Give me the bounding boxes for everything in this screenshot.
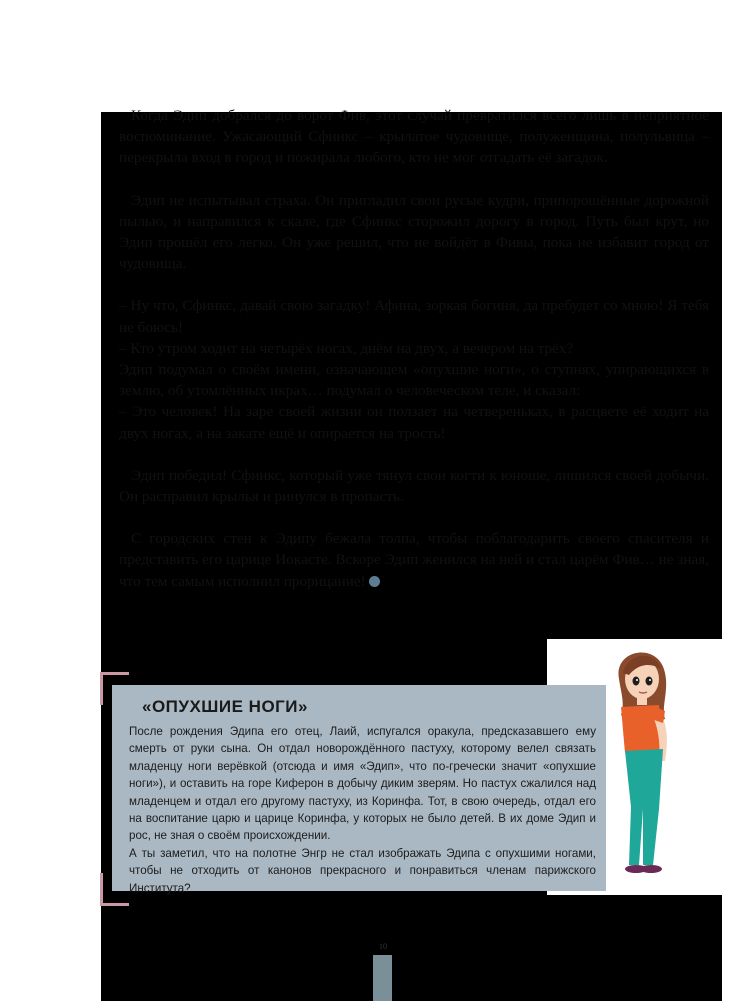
story-text (119, 105, 709, 613)
page-number: 10 (379, 942, 387, 951)
info-box (112, 685, 606, 895)
page-tab (373, 955, 392, 1001)
redaction-block-bottom (101, 895, 722, 1001)
dialogue-line: – Кто утром ходит на четырёх ногах, днём на двух, а вечером на трёх? (119, 339, 574, 357)
info-box-paragraph: После рождения Эдипа его отец, Лаий, испугался оракула, предсказавшего ему смерть от руки сына. Он отдал новорождённого пастуху, которому велел связать младенцу ноги верёвкой (отсюда и имя «Эдип», что по-гречески значит «опухшие ноги»), и оставить на горе Киферон в добычу диким зверям. Но пастух сжалился над младенцем и отдал его другому пастуху, из Коринфа. Тот, в свою очередь, отдал его на воспитание царю и царице Коринфа, у которых не было детей. В их доме Эдип и рос, не зная о своём происхождении. (129, 725, 596, 843)
story-paragraph: Когда Эдип добрался до ворот Фив, этот случай превратился всего лишь в неприятное воспоминание. Ужасающий Сфинкс – крылатое чудовище, полуженщина, полульвица – перекрыла вход в город и пожирала любого, кто не мог отгадать её загадок. (119, 107, 709, 167)
info-box-title: «ОПУХШИЕ НОГИ» (142, 697, 308, 716)
story-final-text: С городских стен к Эдипу бежала толпа, чтобы поблагодарить своего спасителя и представить его царице Иокасте. Вскоре Эдип женился на ней и стал царём Фив… не зная, что тем самым исполнил прорицание! (119, 530, 709, 590)
pants-shape (625, 749, 663, 865)
story-paragraph-final (119, 528, 709, 592)
end-dot-icon (369, 576, 380, 587)
dialogue-line: – Это человек! На заре своей жизни он ползает на четвереньках, в расцвете её ходит на двух ногах, а на закате ещё и опирается на трость! (119, 403, 709, 442)
dialogue-line: – Ну что, Сфинкс, давай свою загадку! Афина, зоркая богиня, да пребудет со мною! Я тебя не боюсь! (119, 297, 709, 336)
story-paragraph: Эдип победил! Сфинкс, который уже тянул свои когти к юноше, лишился своей добычи. Он расправил крылья и ринулся в пропасть. (119, 466, 709, 506)
info-box-paragraph: А ты заметил, что на полотне Энгр не стал изображать Эдипа с опухшими ногами, чтобы не отходить от канонов прекрасного и понравиться членам парижского Института? (129, 846, 596, 895)
dialogue-line: Эдип подумал о своём имени, означающем «опухшие ноги», о ступнях, упирающихся в землю, об утомлённых икрах… подумал о человеческом теле, и сказал: (119, 361, 709, 400)
story-paragraph: Эдип не испытывал страха. Он пригладил свои русые кудри, припорошённые дорожной пылью, и направился к скале, где Сфинкс сторожил дорогу в город. Путь был крут, но Эдип прошёл его легко. Он уже решил, что не войдёт в Фивы, пока не избавит город от чудовища. (119, 191, 709, 273)
info-box-body (129, 723, 596, 897)
